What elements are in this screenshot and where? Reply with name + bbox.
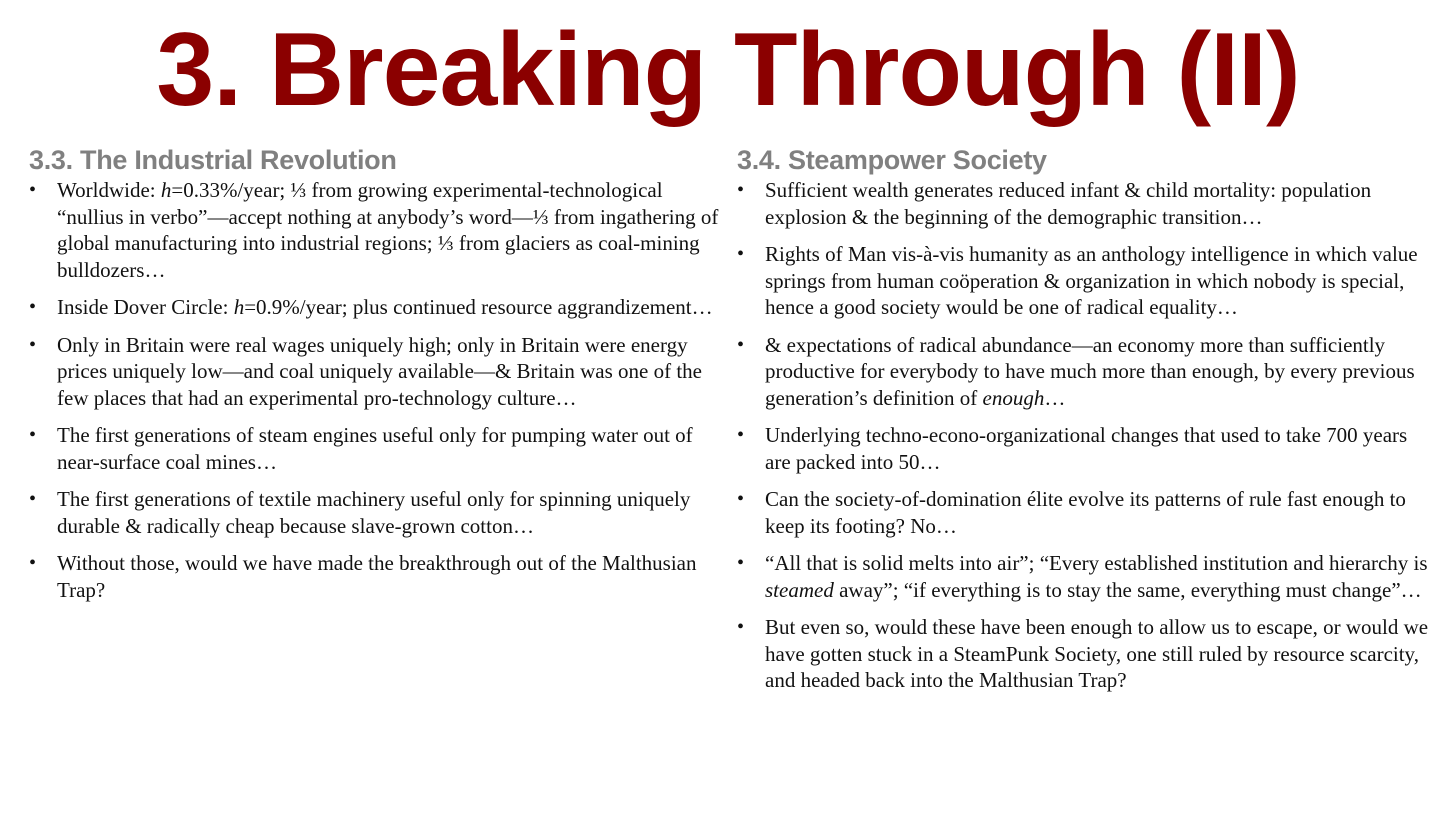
bullet-item: • Only in Britain were real wages uniquely high; only in Britain were energy prices uniquely low—and coal uniquely available—& Britain was one of the few places that had an experimental pro-technology culture… — [29, 332, 702, 410]
bullet-dot-icon: • — [29, 333, 37, 356]
bullet-dot-icon: • — [29, 179, 37, 201]
bullet-item: • Sufficient wealth generates reduced infant & child mortality: population explosion & the beginning of the demographic transition… — [737, 178, 1372, 229]
bullet-list-right — [737, 177, 1437, 694]
left-column — [29, 143, 729, 614]
bullet-item: • But even so, would these have been enough to allow us to escape, or would we have gotten stuck in a SteamPunk Society, one still ruled by resource scarcity, and headed back into the Malthusian Trap? — [737, 615, 1429, 692]
bullet-item: • Without those, would we have made the breakthrough out of the Malthusian Trap? — [29, 551, 697, 602]
italic-text: steamed — [765, 577, 834, 602]
bullet-dot-icon: • — [737, 243, 745, 265]
italic-text: enough — [982, 385, 1045, 410]
section-heading-steampower-society: 3.4. Steampower Society — [737, 145, 1047, 175]
bullet-item: • Can the society-of-domination élite evolve its patterns of rule fast enough to keep its footing? No… — [737, 487, 1406, 538]
bullet-item: • & expectations of radical abundance—an economy more than sufficiently productive for everybody to have much more than enough, by every previous generation’s definition of enough… — [737, 332, 1415, 410]
bullet-dot-icon: • — [737, 488, 745, 510]
bullet-item: • The first generations of steam engines useful only for pumping water out of near-surface coal mines… — [29, 423, 693, 474]
bullet-dot-icon: • — [29, 296, 37, 318]
bullet-dot-icon: • — [29, 488, 37, 510]
bullet-dot-icon: • — [737, 552, 745, 574]
bullet-item: • Inside Dover Circle: h=0.9%/year; plus continued resource aggrandizement… — [29, 295, 713, 319]
italic-text: h — [160, 178, 172, 202]
bullet-item: • “All that is solid melts into air”; “Every established institution and hierarchy is steamed away”; “if everything is to stay the same, everything must change”… — [737, 551, 1428, 602]
bullet-dot-icon: • — [737, 616, 745, 638]
bullet-dot-icon: • — [29, 424, 37, 446]
bullet-item: • Rights of Man vis-à-vis humanity as an anthology intelligence in which value springs from human coöperation & organization in which nobody is special, hence a good society would be one of radical equality… — [737, 242, 1418, 319]
right-column — [737, 143, 1437, 705]
bullet-dot-icon: • — [737, 179, 745, 201]
bullet-item: • Underlying techno-econo-organizational changes that used to take 700 years are packed into 50… — [737, 423, 1408, 474]
bullet-dot-icon: • — [737, 333, 745, 356]
bullet-item: • The first generations of textile machinery useful only for spinning uniquely durable & radically cheap because slave-grown cotton… — [29, 487, 691, 538]
bullet-dot-icon: • — [737, 424, 745, 446]
italic-text: h — [233, 295, 245, 319]
slide-title: 3. Breaking Through (II) — [156, 12, 1300, 128]
bullet-dot-icon: • — [29, 552, 37, 574]
section-heading-industrial-revolution: 3.3. The Industrial Revolution — [29, 145, 397, 175]
bullet-item: • Worldwide: h=0.33%/year; ⅓ from growing experimental-technological “nullius in verbo”—accept nothing at anybody’s word—⅓ from ingathering of global manufacturing into industrial regions; ⅓ from glaciers as coal-mining bulldozers… — [29, 178, 719, 282]
bullet-list-left — [29, 177, 729, 603]
